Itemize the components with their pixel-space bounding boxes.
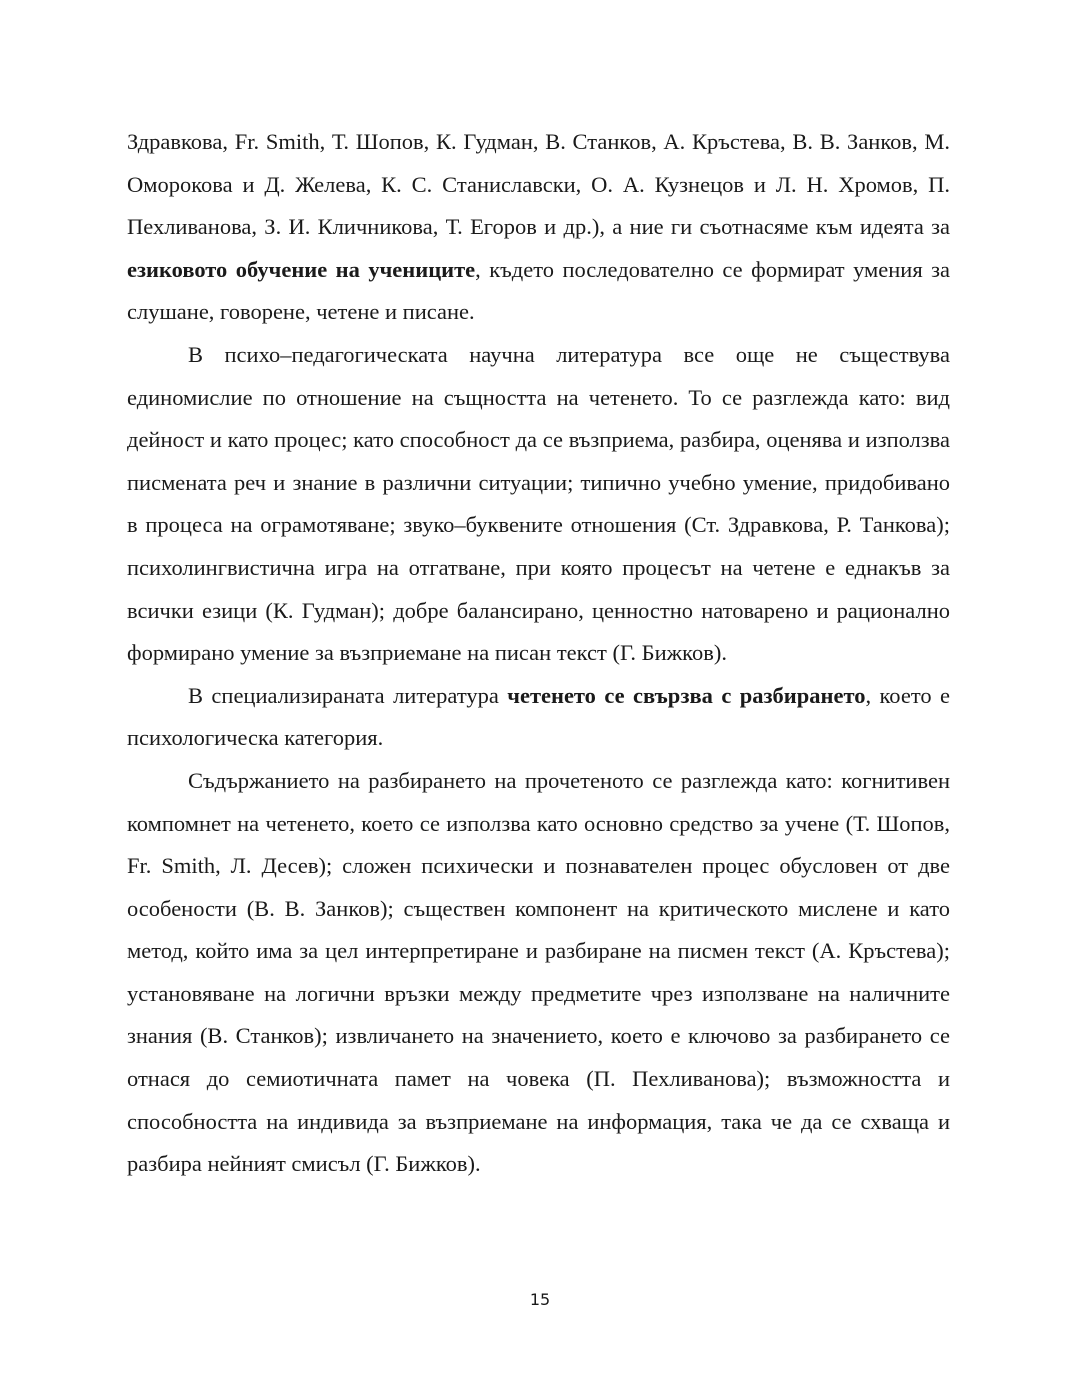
- paragraph-text: Съдържанието на разбирането на прочетеното се разглежда като: когнитивен компомнет на четенето, което се използва като основно средство за учене (Т. Шопов, Fr. Smith, Л. Десев); сложен психически и познавателен процес обусловен от две особености (В. В. Занков); съществен компонент на критическото мислене и като метод, който има за цел интерпретиране и разбиране на писмен текст (А. Кръстева); установяване на логични връзки между предметите чрез използване на наличните знания (В. Станков); извличането на значението, което е ключово за разбирането се отнася до семиотичната памет на човека (П. Пехливанова); възможността и способността на индивида за възприемане на информация, така че да се схваща и разбира нейният смисъл (Г. Бижков).: [127, 767, 950, 1177]
- paragraph-comprehension-content: [127, 760, 950, 1186]
- paragraph-text: В специализираната литература: [188, 682, 508, 708]
- page-number: 15: [529, 1290, 551, 1309]
- paragraph-text: , което е психологическа категория.: [127, 682, 951, 751]
- paragraph-text: Здравкова, Fr. Smith, Т. Шопов, К. Гудман, В. Станков, А. Кръстева, В. В. Занков, М. Оморокова и Д. Желева, К. С. Станиславски, О. А. Кузнецов и Л. Н. Хромов, П. Пехливанова, З. И. Кличникова, Т. Егоров и др.), а ние ги съотнасяме към идеята за: [127, 129, 950, 240]
- body-text: [127, 121, 950, 1186]
- paragraph-reading-definitions: [127, 334, 950, 675]
- paragraph-text: В психо–педагогическата научна литература все още не съществува единомислие по отношение на същността на четенето. То се разглежда като: вид дейност и като процес; като способност да се възприема, разбира, оценява и използва писмената реч и знание в различни ситуации; типично учебно умение, придобивано в процеса на ограмотяване; звуко–буквените отношения (Ст. Здравкова, Р. Танкова); психолингвистична игра на отгатване, при която процесът на четене е еднакъв за всички езици (К. Гудман); добре балансирано, ценностно натоварено и рационално формирано умение за възприемане на писан текст (Г. Бижков).: [127, 341, 950, 666]
- paragraph-text: , където последователно се формират умения за слушане, говорене, четене и писане.: [127, 256, 950, 325]
- bold-phrase: езиковото обучение на учениците: [127, 256, 476, 282]
- bold-phrase: четенето се свързва с разбирането: [507, 682, 866, 708]
- paragraph-continuation: [127, 121, 950, 334]
- paragraph-reading-comprehension: [127, 675, 950, 760]
